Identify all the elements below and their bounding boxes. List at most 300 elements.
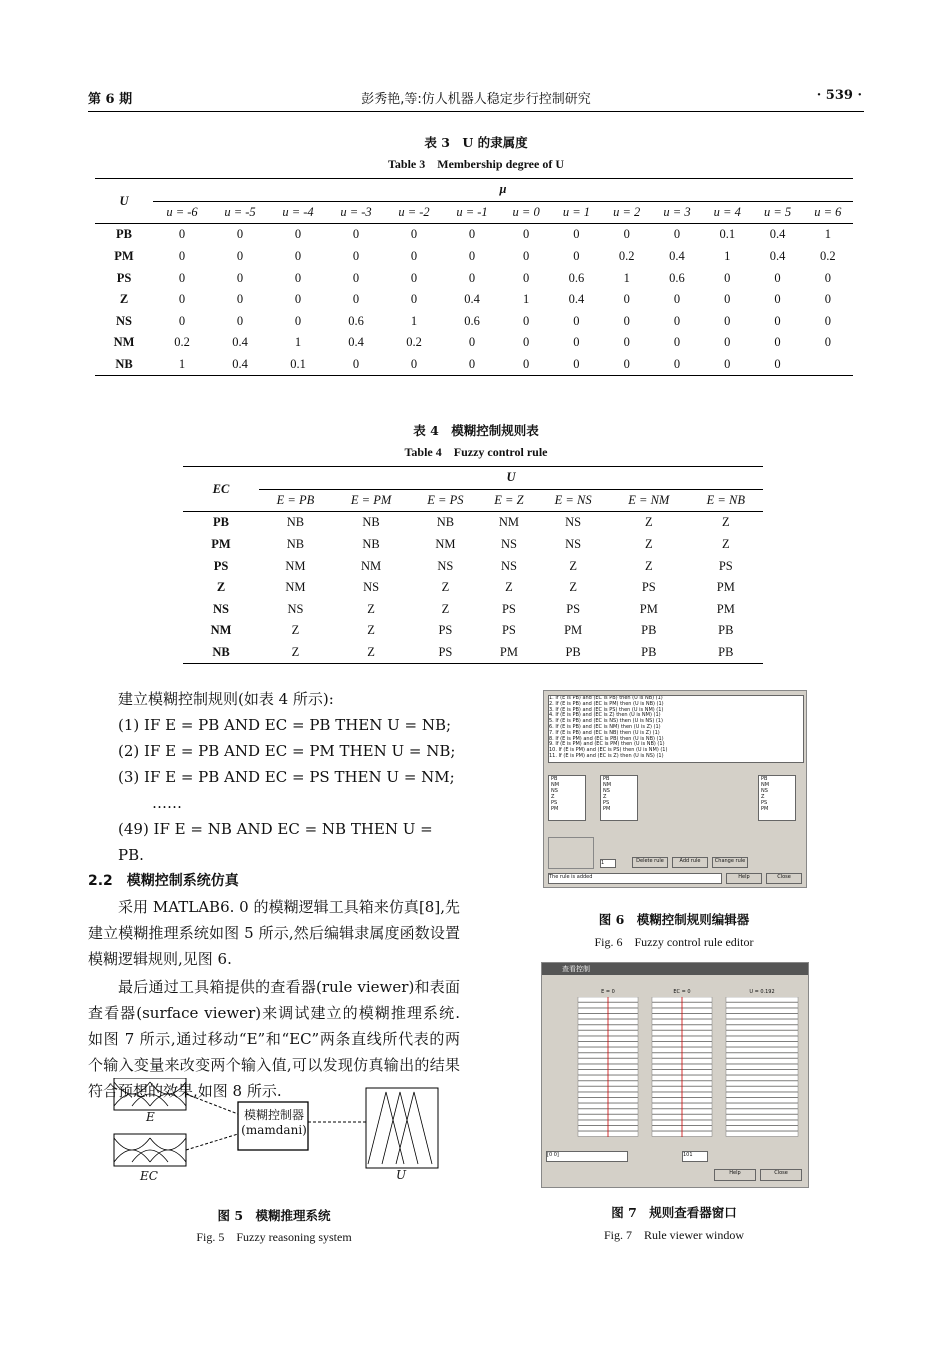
rule-plot-cell xyxy=(726,1115,798,1120)
table-cell: 0 xyxy=(673,313,681,328)
table3-col-header: u = -6 xyxy=(166,204,198,219)
table-cell: 0 xyxy=(352,227,360,242)
table-cell: PS xyxy=(641,580,656,595)
table4-col-header: E = NM xyxy=(628,492,670,507)
table-cell: 1 xyxy=(724,249,731,264)
row-label: PM xyxy=(211,537,231,552)
table3-col-header: u = 1 xyxy=(562,204,591,219)
rule-plot-cell xyxy=(726,1081,798,1086)
table-cell: Z xyxy=(367,601,375,616)
rules-ellipsis: …… xyxy=(152,794,182,812)
table-cell: 0 xyxy=(573,357,580,372)
table3-col-header: u = -1 xyxy=(456,204,488,219)
table-cell: 0 xyxy=(294,270,302,285)
table-cell: 0 xyxy=(774,313,781,328)
rule-list xyxy=(548,695,804,763)
table-cell: Z xyxy=(441,601,450,616)
table-cell: 0 xyxy=(410,270,418,285)
table3-col-header: u = 0 xyxy=(512,204,540,219)
table-cell: NS xyxy=(500,558,517,573)
table4-col-header: E = PS xyxy=(427,492,464,507)
rule-2: (2) IF E = PB AND EC = PM THEN U = NB; xyxy=(118,742,456,760)
table-cell: 0 xyxy=(824,270,831,285)
fig5-label-u: U xyxy=(396,1168,407,1182)
table-cell: NS xyxy=(287,601,304,616)
table-cell: 0 xyxy=(468,357,476,372)
table-cell: 1 xyxy=(178,357,186,372)
table3-col-header: u = -3 xyxy=(340,204,372,219)
table-cell: 0 xyxy=(623,313,630,328)
row-label: NM xyxy=(210,623,232,638)
table-cell: 0 xyxy=(468,227,476,242)
table-cell: 0 xyxy=(623,357,630,372)
row-label: NS xyxy=(116,313,132,328)
table-cell: Z xyxy=(722,537,730,552)
table-row xyxy=(183,599,763,621)
table3-col-header: u = 4 xyxy=(713,204,741,219)
table-cell: PS xyxy=(438,623,453,638)
table3-caption-en: Table 3 Membership degree of U xyxy=(388,157,564,171)
fig6-caption-cn: 图 6 模糊控制规则编辑器 xyxy=(598,912,750,927)
table-row xyxy=(183,555,763,577)
table-row xyxy=(183,577,763,599)
fig5-caption-cn: 图 5 模糊推理系统 xyxy=(217,1208,331,1223)
table-cell: 0 xyxy=(523,270,530,285)
table4-group-header: U xyxy=(259,467,763,490)
rule-list-item[interactable]: 2. If (E is PB) and (EC is PM) then (U is NB) (1) xyxy=(549,700,664,707)
table-cell: NS xyxy=(565,515,582,530)
list-item[interactable]: Z xyxy=(761,794,765,800)
table-cell: 0 xyxy=(824,292,831,307)
rule-plot-cell xyxy=(726,1047,798,1052)
table-cell: NM xyxy=(285,580,306,595)
section-heading: 2.2 模糊控制系统仿真 xyxy=(88,873,239,889)
list-item[interactable]: NM xyxy=(761,782,770,788)
rule-plot-cell xyxy=(726,1120,798,1125)
table-cell: 0.4 xyxy=(568,292,585,307)
input-field[interactable]: [0 0] xyxy=(546,1151,628,1162)
rule-list-item[interactable]: 10. If (E is PM) and (EC is PS) then (U is NM) (1) xyxy=(549,747,668,754)
table-row xyxy=(95,267,853,289)
table-cell: 0 xyxy=(178,292,186,307)
table-cell: PB xyxy=(641,645,657,660)
rule-list-item[interactable]: 9. If (E is PM) and (EC is PM) then (U is NB) (1) xyxy=(549,741,665,748)
table-cell: Z xyxy=(644,537,653,552)
table-cell: Z xyxy=(505,580,513,595)
table-cell: 0 xyxy=(178,249,186,264)
table-cell: Z xyxy=(644,558,653,573)
table-cell: 0.4 xyxy=(769,249,786,264)
table-cell: Z xyxy=(644,515,653,530)
list-item[interactable]: NS xyxy=(551,788,558,794)
table-cell: 0 xyxy=(294,313,302,328)
list-item[interactable]: PB xyxy=(761,776,768,782)
table-cell: 0.2 xyxy=(820,249,836,264)
table-cell: Z xyxy=(367,623,375,638)
rule-plot-cell xyxy=(726,1075,798,1080)
list-item[interactable]: PB xyxy=(603,776,610,782)
rule-plots xyxy=(562,997,802,1139)
fig6-caption-en: Fig. 6 Fuzzy control rule editor xyxy=(594,935,754,949)
table-cell: 0.6 xyxy=(669,270,685,285)
table-cell: NB xyxy=(436,515,455,530)
table-cell: 0 xyxy=(724,270,731,285)
table-cell: 0.2 xyxy=(174,335,190,350)
table-cell: 0 xyxy=(623,292,630,307)
table-cell: NM xyxy=(498,515,519,530)
weight-field[interactable]: 1 xyxy=(600,859,616,868)
table-cell: 0 xyxy=(352,357,360,372)
delete-rule-button[interactable]: Delete rule xyxy=(632,857,668,868)
table3-col-header: u = 2 xyxy=(613,204,641,219)
table-cell: PM xyxy=(564,623,583,638)
help-button[interactable]: Help xyxy=(726,873,762,884)
table-cell: 0 xyxy=(236,313,244,328)
table3-col-header: u = 5 xyxy=(763,204,792,219)
fig7-close-button[interactable]: Close xyxy=(760,1169,802,1181)
table4-caption-en: Table 4 Fuzzy control rule xyxy=(404,445,548,459)
table-cell: 0 xyxy=(468,249,476,264)
table-cell: PS xyxy=(501,601,516,616)
table-cell: 0 xyxy=(236,292,244,307)
table-cell: NB xyxy=(362,537,380,552)
table-cell: 0.6 xyxy=(348,313,364,328)
table4-col-header: E = NB xyxy=(706,492,745,507)
rule-plot-cell xyxy=(726,1014,798,1019)
table-cell: 0 xyxy=(623,227,630,242)
plot-points-field[interactable]: 101 xyxy=(682,1151,708,1162)
list-item[interactable]: PS xyxy=(761,800,768,806)
rule-plot-cell xyxy=(726,1070,798,1075)
rules-intro: 建立模糊控制规则(如表 4 所示): xyxy=(118,690,334,708)
table-cell: NS xyxy=(363,580,380,595)
table-row xyxy=(95,224,853,246)
paragraph-viewer: 最后通过工具箱提供的查看器(rule viewer)和表面查看器(surface viewer)来调试建立的模糊推理系统. 如图 7 所示,通过移动“E”和“EC”两条直线所代表的两个输入变量来改变两个输入值,可以发现仿真输出的结果符合预想的效果,如图 8 所示. xyxy=(88,978,460,1100)
table-cell: 0 xyxy=(774,270,781,285)
table-cell: 0 xyxy=(673,292,681,307)
table-cell: 1 xyxy=(294,335,302,350)
rule-plot-cell xyxy=(726,1103,798,1108)
fig7-col-e: E = 0 xyxy=(601,989,615,995)
table-cell: PS xyxy=(501,623,516,638)
table-cell: 0 xyxy=(724,335,731,350)
list-item[interactable]: NM xyxy=(551,782,560,788)
table-cell: NM xyxy=(285,558,306,573)
table-cell: PS xyxy=(718,558,733,573)
row-label: Z xyxy=(216,580,226,595)
fig7-help-button[interactable]: Help xyxy=(714,1169,756,1181)
rule-list-item[interactable]: 6. If (E is PB) and (EC is NM) then (U is Z) (1) xyxy=(549,723,661,730)
table-cell: 0.4 xyxy=(232,357,248,372)
table-cell: NB xyxy=(362,515,380,530)
table3-caption-cn: 表 3 U 的隶属度 xyxy=(424,135,528,150)
issue-number: 第 6 期 xyxy=(88,92,133,107)
table-cell: 0.4 xyxy=(232,335,248,350)
table-row xyxy=(95,311,853,333)
table-cell: 0.1 xyxy=(719,227,736,242)
table-cell: 0 xyxy=(178,270,186,285)
table-cell: 0 xyxy=(774,292,781,307)
list-item[interactable]: PM xyxy=(761,806,769,812)
list-item[interactable]: NS xyxy=(603,788,610,794)
list-item[interactable]: PM xyxy=(603,806,611,812)
e-list xyxy=(548,775,586,821)
controller-name: 模糊控制器 xyxy=(243,1108,304,1122)
table-cell: 0 xyxy=(294,227,302,242)
rule-plot-cell xyxy=(726,1131,798,1136)
table-cell: PB xyxy=(565,645,581,660)
table-cell: NB xyxy=(286,537,305,552)
table-cell: PB xyxy=(718,645,734,660)
table-cell: 0 xyxy=(673,335,681,350)
table-cell: 0.6 xyxy=(568,270,585,285)
fig5-caption-en: Fig. 5 Fuzzy reasoning system xyxy=(196,1230,352,1244)
table-cell: 1 xyxy=(824,227,831,242)
table-cell: 0 xyxy=(523,357,530,372)
table3-col-header: u = 3 xyxy=(663,204,691,219)
add-rule-button[interactable]: Add rule xyxy=(672,857,708,868)
table-cell: 0 xyxy=(573,227,580,242)
table-cell: Z xyxy=(569,580,577,595)
fig7-col-ec: EC = 0 xyxy=(673,989,691,995)
table-cell: PB xyxy=(641,623,657,638)
table-cell: Z xyxy=(722,515,730,530)
table-row xyxy=(95,246,853,268)
table-cell: 0 xyxy=(573,335,580,350)
table-row xyxy=(95,289,853,311)
table-cell: 0 xyxy=(410,357,418,372)
list-item[interactable]: Z xyxy=(603,794,607,800)
row-label: NB xyxy=(115,357,133,372)
row-label: PB xyxy=(116,227,132,242)
table4-col-header: E = PB xyxy=(276,492,315,507)
table3-col-header: u = -4 xyxy=(282,204,314,219)
table3 xyxy=(95,178,853,376)
table-cell: 0 xyxy=(623,335,630,350)
fig7-col-u: U = 0.192 xyxy=(749,989,775,995)
u-list xyxy=(758,775,796,821)
rule-plot-cell xyxy=(726,1003,798,1008)
table-cell: 0.1 xyxy=(290,357,306,372)
row-label: NB xyxy=(212,645,230,660)
close-button[interactable]: Close xyxy=(766,873,802,884)
rule-plot-cell xyxy=(726,1036,798,1041)
table-cell: 0 xyxy=(673,227,681,242)
table-cell: Z xyxy=(291,645,300,660)
table-cell: 0 xyxy=(724,313,731,328)
table-cell: 0 xyxy=(774,335,781,350)
table-cell: PM xyxy=(499,645,518,660)
table-cell xyxy=(803,354,853,376)
row-label: PS xyxy=(116,270,132,285)
rule-1: (1) IF E = PB AND EC = PB THEN U = NB; xyxy=(118,716,452,734)
status-bar: The rule is added xyxy=(548,873,722,884)
controller-type: (mamdani) xyxy=(241,1123,307,1137)
table-cell: 0 xyxy=(468,335,476,350)
list-item[interactable]: Z xyxy=(551,794,555,800)
table-cell: 0 xyxy=(724,357,731,372)
table-cell: 0 xyxy=(673,357,681,372)
table-cell: 0 xyxy=(178,227,186,242)
table-row xyxy=(95,332,853,354)
table-cell: 0 xyxy=(468,270,476,285)
fig7-caption-en: Fig. 7 Rule viewer window xyxy=(604,1228,744,1242)
table-cell: 0.4 xyxy=(769,227,786,242)
table-cell: 0 xyxy=(352,270,360,285)
fig5-diagram xyxy=(106,1078,446,1188)
table3-row-header: U xyxy=(95,179,153,224)
table-cell: 0 xyxy=(573,313,580,328)
table-cell: 0 xyxy=(523,335,530,350)
table-cell: PS xyxy=(438,645,453,660)
ec-list xyxy=(600,775,638,821)
fig5-label-ec: EC xyxy=(140,1169,158,1183)
table-cell: 0 xyxy=(523,313,530,328)
fig7-screenshot xyxy=(541,962,809,1188)
table4-caption-cn: 表 4 模糊控制规则表 xyxy=(413,423,539,438)
rule-plot-cell xyxy=(726,1019,798,1024)
table-cell: Z xyxy=(291,623,300,638)
rule-list-item[interactable]: 11. If (E is PM) and (EC is Z) then (U is NS) (1) xyxy=(549,752,664,759)
table3-group-header: μ xyxy=(153,179,853,202)
table-cell: NS xyxy=(437,558,454,573)
table-cell: NM xyxy=(435,537,456,552)
rule-plot-cell xyxy=(726,1064,798,1069)
fig7-caption-cn: 图 7 规则查看器窗口 xyxy=(611,1205,737,1220)
rule-list-item[interactable]: 8. If (E is PM) and (EC is PB) then (U is NB) (1) xyxy=(549,735,664,742)
row-label: Z xyxy=(119,292,129,307)
table-cell: NS xyxy=(500,537,517,552)
fig5-label-e: E xyxy=(146,1110,155,1124)
table-cell: 0.4 xyxy=(669,249,685,264)
table-row xyxy=(183,642,763,664)
running-title: 彭秀艳,等:仿人机器人稳定步行控制研究 xyxy=(361,92,591,107)
rule-plot-cell xyxy=(726,1042,798,1047)
table-row xyxy=(183,620,763,642)
rule-plot-cell xyxy=(726,1008,798,1013)
table-cell: Z xyxy=(441,580,450,595)
table-cell: 0 xyxy=(178,313,186,328)
table-cell: 0 xyxy=(410,227,418,242)
rule-plot-cell xyxy=(726,1087,798,1092)
table-cell: PB xyxy=(718,623,734,638)
table-row xyxy=(183,512,763,534)
table-cell: 0 xyxy=(236,270,244,285)
table-cell: 1 xyxy=(410,313,418,328)
fig7-titlebar: 查看控制 xyxy=(542,963,808,975)
rule-49: (49) IF E = NB AND EC = NB THEN U = PB. xyxy=(118,820,433,864)
left-column xyxy=(88,686,460,1104)
table-cell: Z xyxy=(569,558,577,573)
rule-plot-cell xyxy=(726,1098,798,1103)
table-cell: 0 xyxy=(824,335,831,350)
table-cell: 0 xyxy=(294,292,302,307)
table-cell: 0 xyxy=(236,227,244,242)
rule-plot-cell xyxy=(726,997,798,1002)
table-row xyxy=(95,354,853,376)
table-cell: PS xyxy=(566,601,581,616)
list-item[interactable]: PB xyxy=(551,776,558,782)
table-cell: PM xyxy=(716,601,735,616)
table4-col-header: E = Z xyxy=(494,492,524,507)
rule-list-item[interactable]: 1. If (E is PB) and (EC is PB) then (U is NB) (1) xyxy=(549,695,663,701)
paragraph-matlab: 采用 MATLAB6. 0 的模糊逻辑工具箱来仿真[8],先建立模糊推理系统如图 5 所示,然后编辑隶属度函数设置模糊逻辑规则,见图 6. xyxy=(88,898,460,968)
header-rule xyxy=(88,111,864,112)
table-cell: 1 xyxy=(623,270,630,285)
table-cell: 0.2 xyxy=(618,249,635,264)
table-cell: 0 xyxy=(573,249,580,264)
rule-list-item[interactable]: 3. If (E is PB) and (EC is PS) then (U is NM) (1) xyxy=(549,706,664,713)
rule-list-item[interactable]: 4. If (E is PB) and (EC is Z) then (U is NM) (1) xyxy=(549,712,661,719)
table-cell: 0 xyxy=(410,249,418,264)
table4-col-header: E = NS xyxy=(554,492,592,507)
table-cell: NB xyxy=(286,515,305,530)
table-cell: 0 xyxy=(824,313,831,328)
rule-plot-cell xyxy=(726,1031,798,1036)
change-rule-button[interactable]: Change rule xyxy=(712,857,748,868)
table-cell: 0 xyxy=(352,292,360,307)
table-cell: Z xyxy=(367,645,375,660)
table3-col-header: u = -2 xyxy=(398,204,430,219)
row-label: PM xyxy=(114,249,134,264)
table-cell: PM xyxy=(716,580,735,595)
table-cell: 0 xyxy=(724,292,731,307)
table4 xyxy=(183,466,763,664)
table-cell: NM xyxy=(361,558,382,573)
table-cell: 0 xyxy=(352,249,360,264)
table-cell: 0 xyxy=(774,357,781,372)
table3-col-header: u = -5 xyxy=(224,204,256,219)
table4-col-header: E = PM xyxy=(350,492,392,507)
rule-plot-cell xyxy=(726,1025,798,1030)
table-cell: 0 xyxy=(523,249,530,264)
table3-col-header: u = 6 xyxy=(814,204,842,219)
list-item[interactable]: PS xyxy=(551,800,558,806)
list-item[interactable]: NM xyxy=(603,782,612,788)
page-number: · 539 · xyxy=(816,88,862,103)
rule-plot-cell xyxy=(726,1092,798,1097)
table-cell: 0 xyxy=(236,249,244,264)
rule-plot-cell xyxy=(726,1053,798,1058)
table-cell: NS xyxy=(565,537,582,552)
rule-3: (3) IF E = PB AND EC = PS THEN U = NM; xyxy=(118,768,455,786)
table-cell: 0.6 xyxy=(464,313,480,328)
row-label: PB xyxy=(213,515,229,530)
table-cell: 0 xyxy=(410,292,418,307)
table4-row-header: EC xyxy=(183,467,259,512)
row-label: NS xyxy=(213,601,229,616)
table-cell: 0.4 xyxy=(464,292,480,307)
fig5-controller-label xyxy=(240,1108,308,1138)
list-item[interactable]: NS xyxy=(761,788,768,794)
rule-plot-cell xyxy=(726,1059,798,1064)
fig6-screenshot xyxy=(543,690,807,888)
table-cell: 0 xyxy=(523,227,530,242)
row-label: NM xyxy=(113,335,135,350)
table-cell: 0.2 xyxy=(406,335,422,350)
table-cell: 0.4 xyxy=(348,335,364,350)
table-row xyxy=(183,534,763,556)
rule-plot-cell xyxy=(726,1126,798,1131)
list-item[interactable]: PM xyxy=(551,806,559,812)
row-label: PS xyxy=(213,558,229,573)
table-cell: 0 xyxy=(294,249,302,264)
rule-list-item[interactable]: 7. If (E is PB) and (EC is NB) then (U is Z) (1) xyxy=(549,729,660,736)
table-cell: PM xyxy=(639,601,658,616)
connection-group xyxy=(548,837,594,869)
list-item[interactable]: PS xyxy=(603,800,610,806)
rule-list-item[interactable]: 5. If (E is PB) and (EC is NS) then (U is NS) (1) xyxy=(549,718,663,725)
